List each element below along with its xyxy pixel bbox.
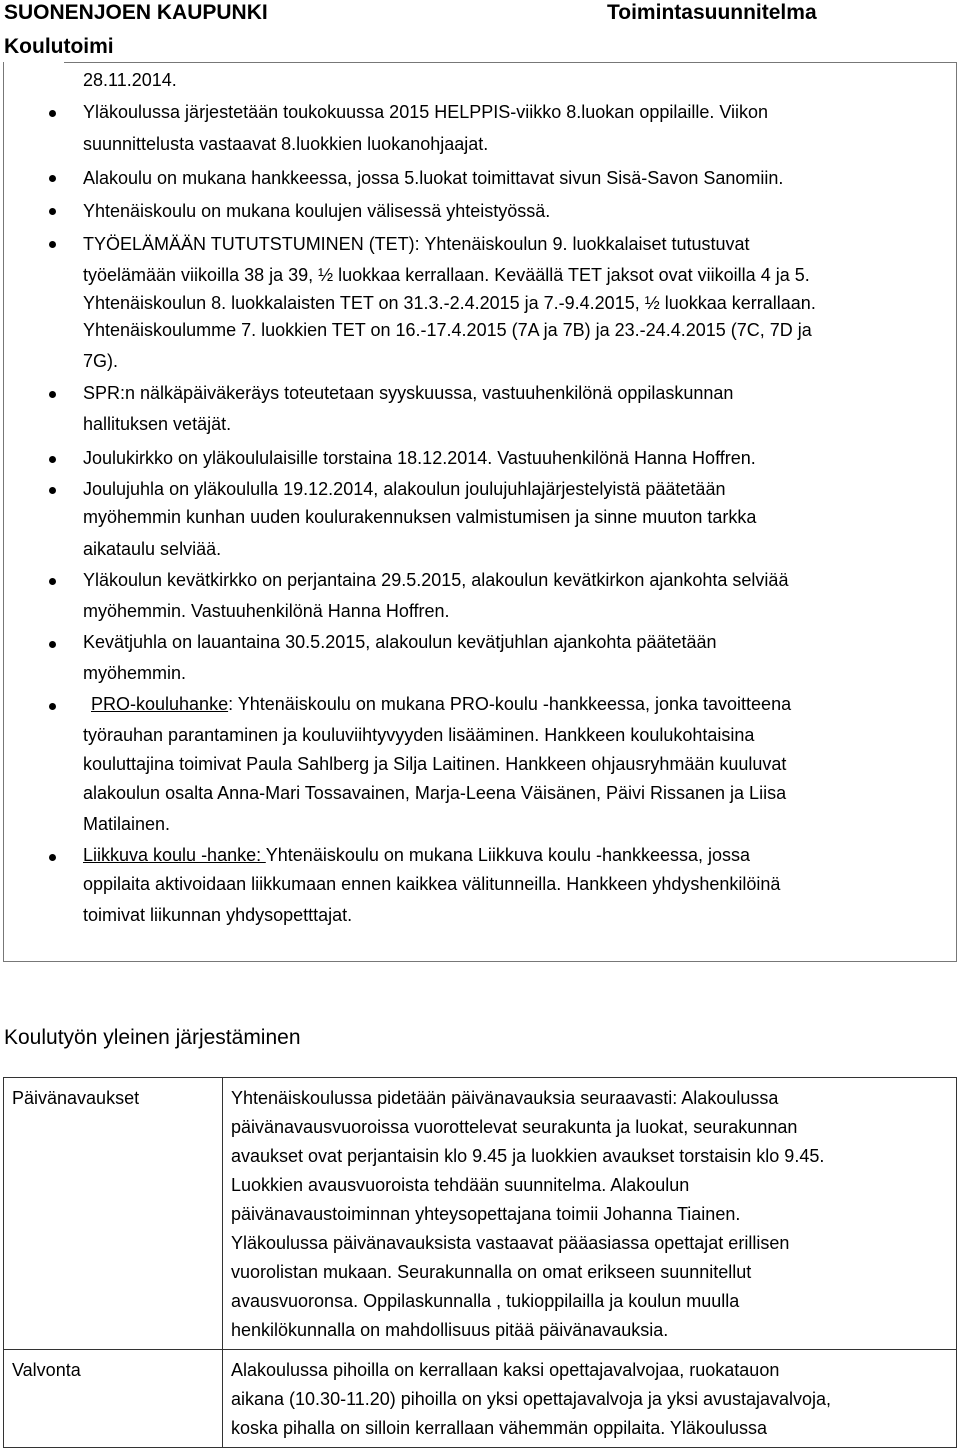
bullet-icon [49,456,56,463]
continued-date: 28.11.2014. [83,70,177,90]
bullet-icon [49,208,56,215]
list-item-spr-line-2: hallituksen vetäjät. [83,414,232,434]
table-row-label [4,1078,223,1350]
bullet-icon [49,110,56,117]
liikkuva-hanke-label: Liikkuva koulu -hanke: [83,845,266,865]
bullet-icon [49,703,56,710]
list-item-kevatkirkko-line-1: Yläkoulun kevätkirkko on perjantaina 29.5.2015, alakoulun kevätkirkon ajankohta selviää [83,570,789,590]
document-type: Toimintasuunnitelma [607,1,817,24]
list-item-kevatjuhla-line-1: Kevätjuhla on lauantaina 30.5.2015, alakoulun kevätjuhlan ajankohta päätetään [83,632,717,652]
list-item-liikkuva-line-3: toimivat liikunnan yhdysopetttajat. [83,905,353,925]
cell-text-line: avausvuoronsa. Oppilaskunnalla , tukioppilailla ja koulun muulla [231,1291,740,1311]
bullet-icon [49,487,56,494]
cell-text-line: avaukset ovat perjantaisin klo 9.45 ja luokkien avaukset torstaisin klo 9.45. [231,1146,825,1166]
list-item-helppis-line-1: Yläkoulussa järjestetään toukokuussa 2015 HELPPIS-viikko 8.luokan oppilaille. Viikon [83,102,769,122]
list-item-spr-line-1: SPR:n nälkäpäiväkeräys toteutetaan syyskuussa, vastuuhenkilönä oppilaskunnan [83,383,734,403]
list-item-joulukirkko: Joulukirkko on yläkoululaisille torstaina 18.12.2014. Vastuuhenkilönä Hanna Hoffren. [83,448,756,468]
bullet-icon [49,854,56,861]
list-item-tet-line-3: Yhtenäiskoulun 8. luokkalaisten TET on 31.3.-2.4.2015 ja 7.-9.4.2015, ½ luokkaa kerrallaan. [83,293,816,313]
list-item-alakoulu: Alakoulu on mukana hankkeessa, jossa 5.luokat toimittavat sivun Sisä-Savon Sanomiin. [83,168,784,188]
org-name: SUONENJOEN KAUPUNKI [4,1,268,24]
bullet-icon [49,641,56,648]
content-box-top-border [64,62,957,63]
list-item-joulujuhla-line-1: Joulujuhla on yläkoululla 19.12.2014, alakoulun joulujuhlajärjestelyistä päätetään [83,479,726,499]
list-item-joulujuhla-line-3: aikataulu selviää. [83,539,222,559]
bullet-icon [49,175,56,182]
schedule-table [3,1077,957,1448]
list-item-joulujuhla-line-2: myöhemmin kunhan uuden koulurakennuksen valmistumisen ja sinne muuton tarkka [83,507,757,527]
list-item-tet-line-4: Yhtenäiskoulumme 7. luokkien TET on 16.-17.4.2015 (7A ja 7B) ja 23.-24.4.2015 (7C, 7D ja [83,320,812,340]
cell-text-line: päivänavaustoiminnan yhteysopettajana toimii Johanna Tiainen. [231,1204,741,1224]
table-row-content [223,1078,957,1350]
pro-hanke-label: PRO-kouluhanke [91,694,229,714]
table-row [4,1078,957,1350]
cell-text-line: vuorolistan mukaan. Seurakunnalla on omat erikseen suunnitellut [231,1262,752,1282]
liikkuva-hanke-text: Yhtenäiskoulu on mukana Liikkuva koulu -hankkeessa, jossa [265,845,751,865]
bullet-icon [49,241,56,248]
list-item-tet-line-5: 7G). [83,351,119,371]
department-name: Koulutoimi [4,35,114,58]
list-item-kevatjuhla-line-2: myöhemmin. [83,663,187,683]
list-item-tet-line-2: työelämään viikoilla 38 ja 39, ½ luokkaa kerrallaan. Keväällä TET jaksot ovat viikoilla 4 ja 5. [83,265,810,285]
list-item-pro-line-3: kouluttajina toimivat Paula Sahlberg ja Silja Laitinen. Hankkeen ohjausryhmään kuuluvat [83,754,787,774]
cell-text-line: Yläkoulussa päivänavauksista vastaavat pääasiassa opettajat erillisen [231,1233,790,1253]
cell-text-line: koska pihalla on silloin kerrallaan vähemmän oppilaita. Yläkoulussa [231,1418,767,1438]
cell-text-line: Yhtenäiskoulussa pidetään päivänavauksia seuraavasti: Alakoulussa [231,1088,779,1108]
list-item-helppis-line-2: suunnittelusta vastaavat 8.luokkien luokanohjaajat. [83,134,489,154]
cell-text-line: Alakoulussa pihoilla on kerrallaan kaksi opettajavalvojaa, ruokatauon [231,1360,780,1380]
list-item-liikkuva-line-2: oppilaita aktivoidaan liikkumaan ennen kaikkea välitunneilla. Hankkeen yhdyshenkilöinä [83,874,781,894]
pro-hanke-text: : Yhtenäiskoulu on mukana PRO-koulu -hankkeessa, jonka tavoitteena [228,694,792,714]
row-label-valvonta: Valvonta [12,1360,81,1380]
list-item-liikkuva-line-1 [83,845,750,866]
cell-text-line: päivänavausvuoroissa vuorottelevat seurakunta ja luokat, seurakunnan [231,1117,798,1137]
list-item-kevatkirkko-line-2: myöhemmin. Vastuuhenkilönä Hanna Hoffren. [83,601,450,621]
list-item-pro-line-5: Matilainen. [83,814,171,834]
list-item-pro-line-1 [83,694,791,715]
list-item-pro-line-2: työrauhan parantaminen ja kouluviihtyvyyden lisääminen. Hankkeen koulukohtaisina [83,725,755,745]
bullet-icon [49,578,56,585]
list-item-yhteistyo: Yhtenäiskoulu on mukana koulujen välisessä yhteistyössä. [83,201,551,221]
cell-text-line: Luokkien avausvuoroista tehdään suunnitelma. Alakoulun [231,1175,690,1195]
list-item-tet-line-1: TYÖELÄMÄÄN TUTUTSTUMINEN (TET): Yhtenäiskoulun 9. luokkalaiset tutustuvat [83,234,750,254]
cell-text-line: aikana (10.30-11.20) pihoilla on yksi opettajavalvoja ja yksi avustajavalvoja, [231,1389,832,1409]
row-label-paivanavaukset: Päivänavaukset [12,1088,140,1108]
section-title: Koulutyön yleinen järjestäminen [4,1026,301,1049]
list-item-pro-line-4: alakoulun osalta Anna-Mari Tossavainen, Marja-Leena Väisänen, Päivi Rissanen ja Liisa [83,783,787,803]
cell-text-line: henkilökunnalla on mahdollisuus pitää päivänavauksia. [231,1320,669,1340]
bullet-icon [49,391,56,398]
